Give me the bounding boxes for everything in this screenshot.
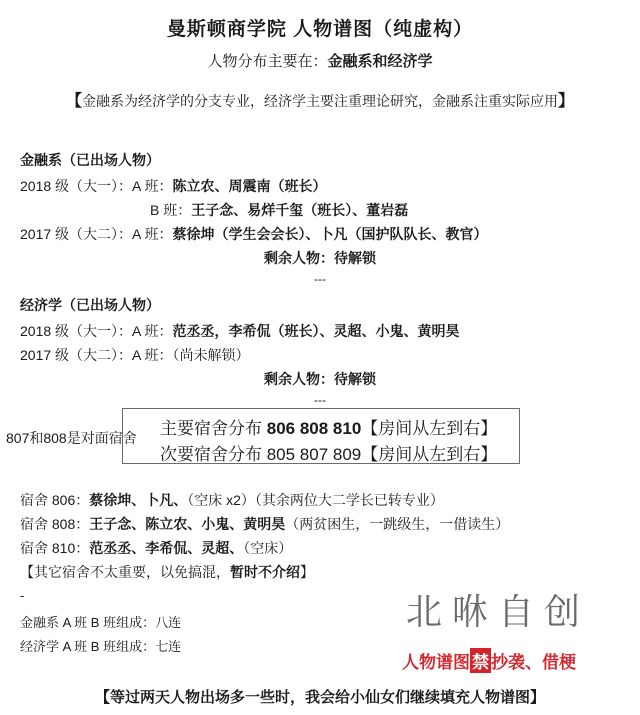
econ-row-2017-a: 2017 级（大二）：A 班：（尚未解锁） (20, 347, 250, 363)
other-dorms-note: 【其它宿舍不太重要，以免搞混，暂时不介绍】 (20, 564, 314, 580)
room-808: 宿舍 808：王子念、陈立农、小鬼、黄明昊（两贫困生，一跳级生，一借读生） (20, 516, 510, 532)
dash-marker: - (20, 588, 25, 603)
finance-row-2018-b: B 班：王子念、易烊千玺（班长）、董岩磊 (150, 202, 409, 218)
room-810: 宿舍 810：范丞丞、李希侃、灵超、（空床） (20, 540, 293, 556)
room-806: 宿舍 806：蔡徐坤、卜凡、（空床 x2）（其余两位大二学长已转专业） (20, 492, 444, 508)
finance-row-2017-a: 2017 级（大二）：A 班：蔡徐坤（学生会会长）、卜凡（国护队队长、教官） (20, 226, 488, 242)
econ-combo: 经济学 A 班 B 班组成：七连 (20, 639, 182, 654)
econ-header: 经济学（已出场人物） (20, 297, 160, 313)
dorm-opposite-label: 807和808是对面宿舍 (6, 430, 137, 446)
page-title: 曼斯顿商学院 人物谱图（纯虚构） (166, 19, 474, 40)
finance-header: 金融系（已出场人物） (20, 152, 160, 168)
econ-separator: --- (314, 393, 326, 407)
subtitle: 人物分布主要在：金融系和经济学 (207, 53, 433, 70)
finance-separator: --- (314, 272, 326, 286)
finance-remaining: 剩余人物：待解锁 (264, 250, 376, 266)
author-stamp: 北咻自创 (406, 592, 591, 633)
major-note: 【金融系为经济学的分支专业，经济学主要注重理论研究，金融系注重实际应用】 (65, 93, 575, 110)
footer-note: 【等过两天人物出场多一些时，我会给小仙女们继续填充人物谱图】 (94, 689, 545, 706)
dorm-main-line: 主要宿舍分布 806 808 810【房间从左到右】 (160, 419, 498, 438)
dorm-secondary-line: 次要宿舍分布 805 807 809【房间从左到右】 (160, 445, 498, 464)
finance-combo: 金融系 A 班 B 班组成：八连 (20, 615, 182, 630)
finance-row-2018-a: 2018 级（大一）：A 班：陈立农、周震南（班长） (20, 178, 327, 194)
econ-remaining: 剩余人物：待解锁 (264, 371, 376, 387)
econ-row-2018-a: 2018 级（大一）：A 班：范丞丞，李希侃（班长）、灵超、小鬼、黄明昊 (20, 323, 460, 339)
copy-ban-note: 人物谱图 禁 抄袭、借梗 (402, 648, 576, 673)
ban-badge: 禁 (470, 648, 491, 673)
